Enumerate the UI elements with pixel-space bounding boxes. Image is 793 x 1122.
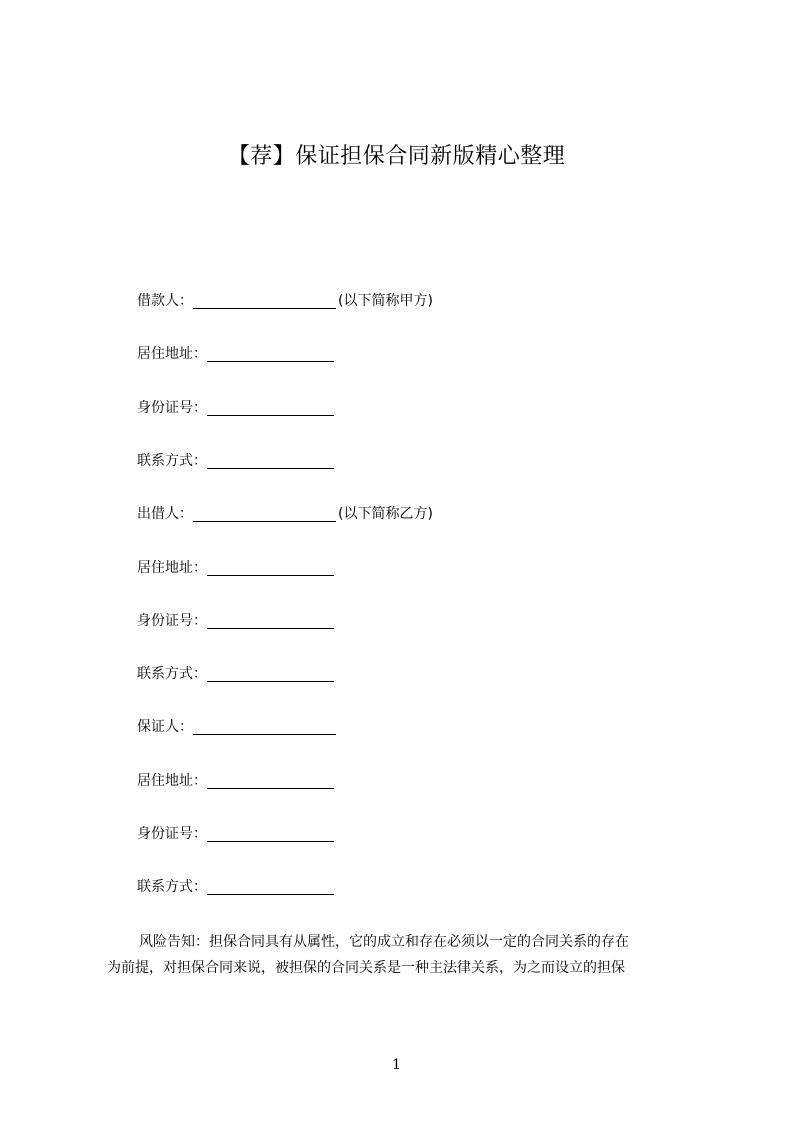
- fill-in-blank[interactable]: [207, 399, 334, 416]
- risk-notice-line: 为前提，对担保合同来说，被担保的合同关系是一种主法律关系，为之而设立的担保: [107, 960, 625, 976]
- fill-in-blank[interactable]: [193, 292, 336, 309]
- field-borrower-id-number: [137, 397, 334, 419]
- fill-in-blank[interactable]: [207, 345, 334, 362]
- field-label: 联系方式：: [137, 453, 207, 469]
- fill-in-blank[interactable]: [207, 665, 334, 682]
- field-guarantor: [137, 716, 336, 738]
- field-label: 居住地址：: [137, 346, 207, 362]
- fill-in-blank[interactable]: [193, 505, 336, 522]
- field-label: 保证人：: [137, 719, 193, 735]
- fill-in-blank[interactable]: [207, 612, 334, 629]
- page-number: 1: [392, 1057, 401, 1073]
- field-lender-address: [137, 557, 334, 579]
- field-label: 联系方式：: [137, 879, 207, 895]
- risk-notice-paragraph: [107, 929, 701, 981]
- field-label: 出借人：: [137, 506, 193, 522]
- field-label: 身份证号：: [137, 826, 207, 842]
- field-label: 居住地址：: [137, 560, 207, 576]
- document-title: 【荐】保证担保合同新版精心整理: [227, 144, 566, 169]
- field-label: 居住地址：: [137, 773, 207, 789]
- fill-in-blank[interactable]: [207, 878, 334, 895]
- field-label: 借款人：: [137, 293, 193, 309]
- field-note: (以下简称乙方): [338, 506, 433, 522]
- field-label: 身份证号：: [137, 613, 207, 629]
- field-guarantor-contact: [137, 876, 334, 898]
- fill-in-blank[interactable]: [207, 825, 334, 842]
- field-lender-contact: [137, 663, 334, 685]
- field-guarantor-id-number: [137, 823, 334, 845]
- fill-in-blank[interactable]: [193, 718, 336, 735]
- field-borrower-address: [137, 343, 334, 365]
- field-label: 身份证号：: [137, 400, 207, 416]
- fill-in-blank[interactable]: [207, 559, 334, 576]
- field-note: (以下简称甲方): [338, 293, 433, 309]
- field-borrower: [137, 290, 433, 312]
- field-label: 联系方式：: [137, 666, 207, 682]
- field-borrower-contact: [137, 450, 334, 472]
- fill-in-blank[interactable]: [207, 452, 334, 469]
- field-guarantor-address: [137, 770, 334, 792]
- fill-in-blank[interactable]: [207, 772, 334, 789]
- risk-notice-line: 风险告知：担保合同具有从属性，它的成立和存在必须以一定的合同关系的存在: [139, 934, 629, 950]
- field-lender-id-number: [137, 610, 334, 632]
- field-lender: [137, 503, 433, 525]
